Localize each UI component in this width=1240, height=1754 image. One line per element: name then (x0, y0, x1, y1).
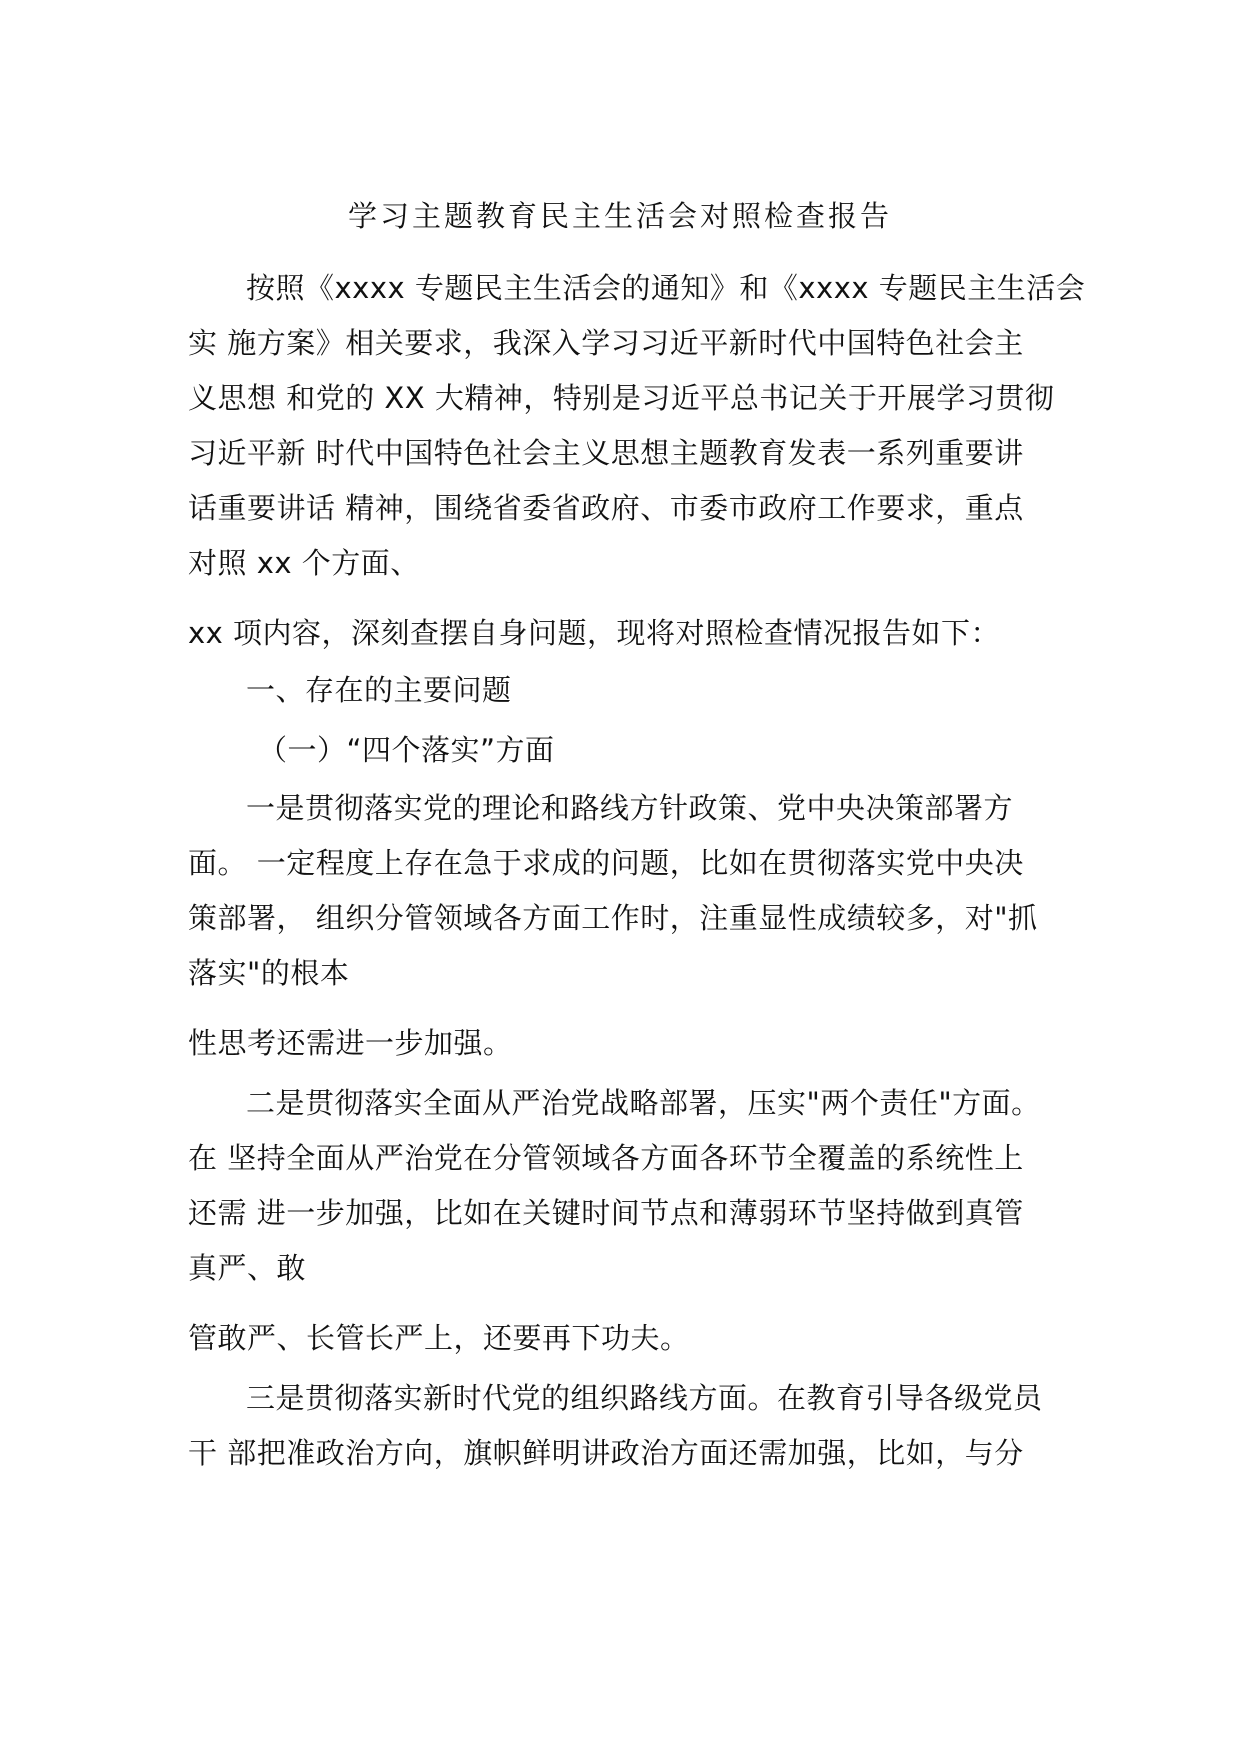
paragraph-line: 习近平新 时代中国特色社会主义思想主题教育发表一系列重要讲 (188, 436, 1024, 470)
subsection-heading: （一）“四个落实”方面 (258, 733, 555, 767)
paragraph-line: xx 项内容，深刻查摆自身问题，现将对照检查情况报告如下： (188, 616, 1001, 650)
section-heading: 一、存在的主要问题 (246, 673, 512, 707)
paragraph-line: 落实"的根本 (188, 956, 350, 990)
paragraph-line: 实 施方案》相关要求，我深入学习习近平新时代中国特色社会主 (188, 326, 1024, 360)
paragraph-line: 性思考还需进一步加强。 (188, 1026, 513, 1060)
paragraph-line: 按照《xxxx 专题民主生活会的通知》和《xxxx 专题民主生活会 (246, 271, 1086, 305)
paragraph-line: 一是贯彻落实党的理论和路线方针政策、党中央决策部署方 (246, 791, 1014, 825)
document-title: 学习主题教育民主生活会对照检查报告 (347, 199, 892, 233)
paragraph-line: 管敢严、长管长严上，还要再下功夫。 (188, 1321, 690, 1355)
paragraph-line: 二是贯彻落实全面从严治党战略部署，压实"两个责任"方面。 (246, 1086, 1041, 1120)
paragraph-line: 真严、敢 (188, 1251, 307, 1285)
paragraph-line: 干 部把准政治方向，旗帜鲜明讲政治方面还需加强，比如，与分 (188, 1436, 1024, 1470)
paragraph-line: 义思想 和党的 XX 大精神，特别是习近平总书记关于开展学习贯彻 (188, 381, 1055, 415)
paragraph-line: 还需 进一步加强，比如在关键时间节点和薄弱环节坚持做到真管 (188, 1196, 1024, 1230)
paragraph-line: 三是贯彻落实新时代党的组织路线方面。在教育引导各级党员 (246, 1381, 1043, 1415)
paragraph-line: 在 坚持全面从严治党在分管领域各方面各环节全覆盖的系统性上 (188, 1141, 1024, 1175)
paragraph-line: 对照 xx 个方面、 (188, 546, 420, 580)
paragraph-line: 策部署， 组织分管领域各方面工作时，注重显性成绩较多，对"抓 (188, 901, 1038, 935)
paragraph-line: 话重要讲话 精神，围绕省委省政府、市委市政府工作要求，重点 (188, 491, 1024, 525)
paragraph-line: 面。 一定程度上存在急于求成的问题，比如在贯彻落实党中央决 (188, 846, 1024, 880)
